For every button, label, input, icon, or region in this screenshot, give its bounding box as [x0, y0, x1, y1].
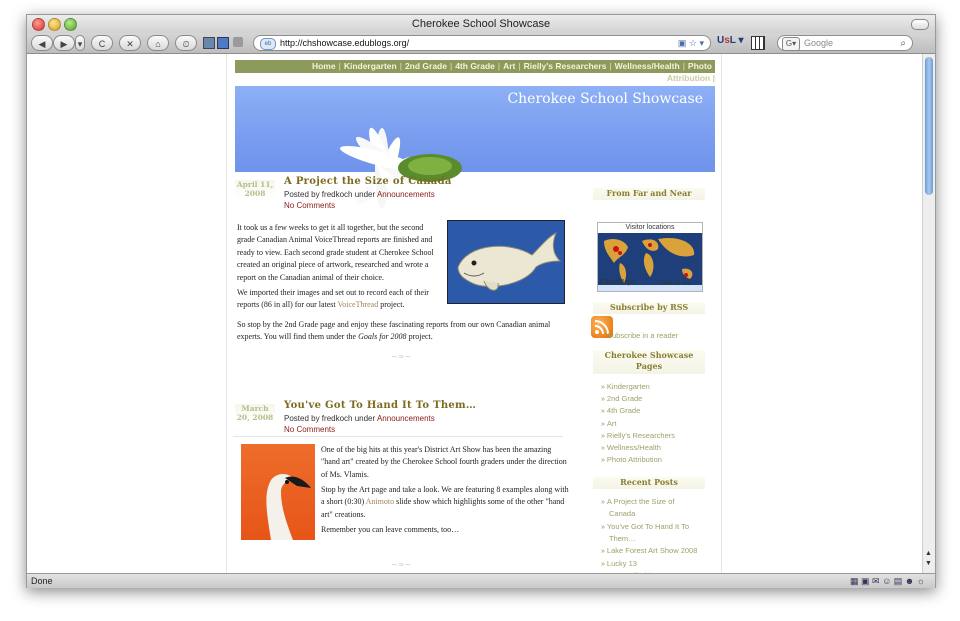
scroll-up-arrow-icon[interactable]: ▲	[925, 550, 932, 557]
p3-emphasis: Goals for 2008	[358, 332, 407, 342]
recent-post-hand[interactable]: » You've Got To Hand It To	[601, 522, 690, 531]
status-bar	[27, 573, 935, 588]
map-click: Click to see	[660, 281, 692, 287]
post-meta	[284, 190, 435, 199]
recent-post-label: You've Got To Hand It To	[606, 522, 690, 531]
close-window-icon[interactable]	[32, 18, 45, 31]
voicethread-link[interactable]: VoiceThread	[337, 300, 379, 310]
post-hand-art	[235, 400, 569, 574]
zoom-window-icon[interactable]	[64, 18, 77, 31]
meta-prefix: Posted by fredkoch under	[284, 190, 376, 199]
recent-post-lucky-13[interactable]: » Lucky 13	[601, 559, 637, 568]
status-text: Done	[31, 576, 53, 586]
post-divider-ornament: ~≈~	[391, 560, 412, 569]
scroll-down-arrow-icon[interactable]: ▼	[925, 560, 932, 567]
whale-icon	[448, 221, 564, 303]
comments-link[interactable]: No Comments	[284, 201, 336, 210]
grid-icon[interactable]	[751, 36, 765, 50]
p2-text-a: Stop by the Art page and take a look. We are featuring 8 examples along with a short (0:30)	[321, 485, 569, 507]
p3-text-b: project.	[408, 332, 433, 342]
nav-kindergarten[interactable]: Kindergarten	[343, 61, 397, 71]
p3-text-a: So stop by the 2nd Grade page and enjoy these fascinating reports from our own Canadian animal experts. You will find them under the	[237, 320, 551, 342]
recent-post-canada[interactable]: » A Project the Size of	[601, 497, 675, 506]
p2-text-b: project.	[380, 300, 405, 310]
stop-button[interactable]: ✕	[119, 35, 141, 51]
reload-button[interactable]: C	[91, 35, 113, 51]
status-addon-icons[interactable]: ▦ ▣ ✉ ☺ ▤ ☻ ☼	[850, 576, 925, 586]
bookmarks-icon[interactable]	[203, 37, 215, 49]
site-banner	[235, 86, 715, 172]
search-placeholder: Google	[804, 38, 834, 48]
sidebar-page-photo-attribution[interactable]: » Photo Attribution	[601, 455, 662, 464]
browser-toolbar	[27, 33, 935, 54]
map-brand: ClustrMaps	[600, 279, 636, 286]
banner-title: Cherokee School Showcase	[507, 91, 703, 107]
sidebar-page-label: Rielly's Researchers	[606, 431, 676, 440]
post-paragraph-2	[237, 287, 451, 312]
post-header-divider	[233, 436, 563, 437]
date-line2: 20, 2008	[236, 413, 274, 422]
nav-2nd-grade[interactable]: 2nd Grade	[404, 61, 447, 71]
recent-post-hand-cont[interactable]: Them…	[609, 534, 636, 543]
history-dropdown-button[interactable]: ▾	[75, 35, 85, 51]
nav-photo[interactable]: Photo	[687, 61, 712, 71]
google-icon[interactable]: G▾	[782, 37, 800, 51]
nav-home[interactable]: Home	[311, 61, 336, 71]
post-date	[235, 180, 275, 198]
hand-art-image[interactable]	[241, 444, 315, 540]
whale-artwork-image[interactable]	[447, 220, 565, 304]
from-far-title: From Far and Near	[593, 188, 705, 200]
blog-page	[227, 54, 721, 573]
subscribe-reader-link[interactable]: Subscribe in a reader	[607, 331, 679, 340]
browser-window	[26, 14, 936, 588]
post2-paragraph-3: Remember you can leave comments, too…	[321, 525, 460, 534]
sidebar-page-label: 4th Grade	[606, 406, 641, 415]
sidebar-page-label: Kindergarten	[606, 382, 650, 391]
rss-star-icons[interactable]: ▣ ☆ ▾	[677, 38, 704, 48]
sidebar-icon[interactable]	[217, 37, 229, 49]
sidebar-page-kindergarten[interactable]: » Kindergarten	[601, 382, 650, 391]
post-paragraph-1: It took us a few weeks to get it all together, but the second grade Canadian Animal VoiceThread reports are finished and ready to view. Each second grade student at Cherokee School created an original piece of artwork, researched and wrote a report on the Canadian animal of their choice.	[237, 223, 434, 282]
recent-post-label: Lake Forest Art Show 2008	[606, 546, 698, 555]
vertical-scrollbar[interactable]	[922, 54, 935, 573]
p2-text-a: We imported their images and set out to record each of their reports (86 in all) for our latest	[237, 288, 429, 310]
home-button[interactable]: ⌂	[147, 35, 169, 51]
recent-post-lake-forest[interactable]: » Lake Forest Art Show 2008	[601, 546, 698, 555]
addon-icon[interactable]: UsL ▾	[717, 35, 744, 46]
date-line1: March	[241, 404, 269, 413]
sidebar-page-label: Photo Attribution	[606, 455, 662, 464]
sidebar-page-label: 2nd Grade	[606, 394, 643, 403]
category-link[interactable]: Announcements	[376, 190, 435, 199]
site-nav: Home | Kindergarten | 2nd Grade | 4th Grade | Art | Rielly's Researchers | Wellness/Health | Photo	[235, 60, 715, 73]
clustrmap-widget[interactable]	[597, 222, 703, 292]
recent-post-label: A Project the Size of	[606, 497, 675, 506]
post-title-link[interactable]: You've Got To Hand It To Them…	[284, 400, 477, 411]
site-favicon-icon: eb	[260, 38, 276, 50]
comments-link[interactable]: No Comments	[284, 425, 336, 434]
post-paragraph-3	[237, 319, 563, 344]
world-map-icon	[598, 233, 702, 285]
nav-attribution[interactable]: Attribution	[666, 73, 711, 83]
web-content	[27, 54, 923, 573]
post-date	[235, 404, 275, 422]
address-text: http://chshowcase.edublogs.org/	[280, 38, 410, 48]
recent-post-canada-cont[interactable]: Canada	[609, 509, 636, 518]
nav-4th-grade[interactable]: 4th Grade	[455, 61, 495, 71]
post-canada	[235, 176, 565, 380]
map-label: Visitor locations	[598, 223, 702, 233]
meta-prefix: Posted by fredkoch under	[284, 414, 376, 423]
post-meta	[284, 414, 435, 423]
p2-text-b: slide show which highlights some of the other "hand art" creations.	[321, 497, 565, 519]
recent-posts-title: Recent Posts	[593, 477, 705, 489]
post-title-link[interactable]: A Project the Size of Canada	[284, 176, 452, 187]
post-divider-ornament: ~≈~	[391, 352, 412, 361]
date-line2: 2008	[244, 189, 266, 198]
sidebar-page-4th-grade[interactable]: » 4th Grade	[601, 406, 641, 415]
sidebar-page-label: Art	[606, 419, 617, 428]
sidebar-page-wellness[interactable]: » Wellness/Health	[601, 443, 661, 452]
toolbar-toggle-button[interactable]	[911, 19, 929, 30]
history-button[interactable]: ⏲	[175, 35, 197, 51]
search-input[interactable]	[777, 35, 913, 51]
post2-paragraph-2	[321, 484, 569, 521]
recent-post-label: Lucky 13	[606, 559, 637, 568]
pages-title: Cherokee Showcase Pages	[593, 350, 705, 374]
magnifier-icon[interactable]: ⌕	[900, 38, 906, 49]
rss-title: Subscribe by RSS	[593, 302, 705, 314]
sidebar-page-label: Wellness/Health	[606, 443, 661, 452]
nav-art[interactable]: Art	[503, 61, 516, 71]
animoto-link[interactable]: Animoto	[365, 497, 395, 507]
bird-hand-art-icon	[241, 444, 315, 540]
category-link[interactable]: Announcements	[376, 414, 435, 423]
scroll-thumb[interactable]	[925, 57, 933, 195]
nav-wellness-health[interactable]: Wellness/Health	[614, 61, 680, 71]
lock-icon[interactable]	[233, 37, 243, 47]
forward-button[interactable]: ▶	[53, 35, 75, 51]
minimize-window-icon[interactable]	[48, 18, 61, 31]
back-button[interactable]: ◀	[31, 35, 53, 51]
date-line1: April 11,	[236, 180, 274, 189]
nav-riellys-researchers[interactable]: Rielly's Researchers	[523, 61, 607, 71]
address-bar[interactable]	[253, 35, 711, 51]
sidebar-page-art[interactable]: » Art	[601, 419, 617, 428]
nav-attribution-row: Attribution |	[666, 73, 715, 83]
window-title: Cherokee School Showcase	[411, 18, 551, 30]
post2-paragraph-1: One of the big hits at this year's District Art Show has been the amazing "hand art" created by the Cherokee School fourth graders under the direction of Ms. Vlamis.	[321, 445, 567, 479]
title-bar	[27, 15, 935, 33]
sidebar-page-2nd-grade[interactable]: » 2nd Grade	[601, 394, 643, 403]
sidebar-page-riellys-researchers[interactable]: » Rielly's Researchers	[601, 431, 676, 440]
